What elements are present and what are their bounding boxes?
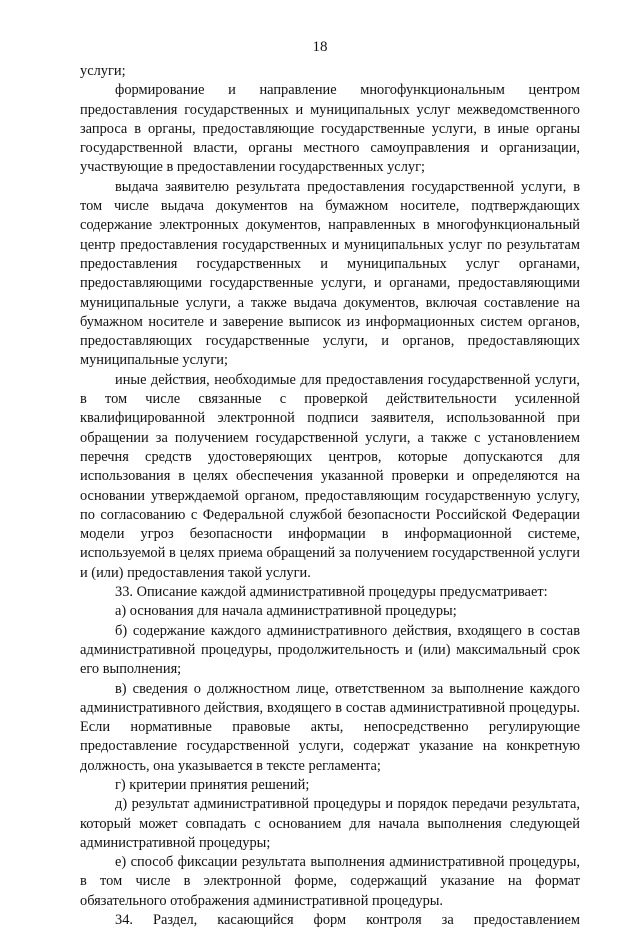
list-item-e: е) способ фиксации результата выполнения административной процедуры, в том числе в электронной форме, содержащий указание на формат обязательного отображения административной процедуры. (80, 854, 580, 909)
paragraph-continuation: услуги; (80, 63, 126, 79)
paragraph-other-actions: иные действия, необходимые для предоставления государственной услуги, в том числе связанные с проверкой действительности усиленной квалифицированной электронной подписи заявителя, использованной при обращении за получением государственной услуги, а также с установлением перечня средств удостоверяющих центров, которые допускаются для использования в целях обеспечения указанной проверки и определяются на основании утверждаемой органом, предоставляющим государственную услугу, по согласованию с Федеральной службой безопасности Российской Федерации модели угроз безопасности информации в информационной системе, используемой в целях приема обращений за получением государственной услуги и (или) предоставления такой услуги. (80, 371, 580, 581)
paragraph-result-issuance: выдача заявителю результата предоставления государственной услуги, в том числе выдача документов на бумажном носителе, подтверждающих содержание электронных документов, направленных в многофункциональный центр предоставления государственных и муниципальных услуг по результатам предоставления государственных и муниципальных услуг органами, предоставляющими государственные услуги, и органами, предоставляющими муниципальные услуги, а также выдача документов, включая составление на бумажном носителе и заверение выписок из информационных систем органов, предоставляющих государственные услуги, и органов, предоставляющих муниципальные услуги; (80, 178, 580, 369)
list-item-a: а) основания для начала административной процедуры; (115, 603, 457, 620)
page-number: 18 (312, 39, 328, 55)
paragraph-item-34: 34. Раздел, касающийся форм контроля за предоставлением (115, 912, 580, 929)
document-body (80, 62, 580, 930)
list-item-b: б) содержание каждого административного действия, входящего в состав административной процедуры, продолжительность и (или) максимальный срок его выполнения; (80, 622, 580, 678)
list-item-v: в) сведения о должностном лице, ответственном за выполнение каждого административного действия, входящего в состав административной процедуры. Если нормативные правовые акты, непосредственно регулирующие предоставление государственной услуги, содержат указание на конкретную должность, она указывается в тексте регламента; (80, 680, 580, 774)
list-item-g: г) критерии принятия решений; (115, 776, 310, 793)
paragraph-item-33: 33. Описание каждой административной процедуры предусматривает: (115, 584, 548, 601)
paragraph-mfc-request: формирование и направление многофункциональным центром предоставления государственных и муниципальных услуг межведомственного запроса в органы, предоставляющие государственные услуги, в иные органы государственной власти, органы местного самоуправления и организации, участвующие в предоставлении государственных услуг; (80, 82, 580, 176)
list-item-d: д) результат административной процедуры и порядок передачи результата, который может совпадать с основанием для начала выполнения следующей административной процедуры; (80, 796, 580, 851)
